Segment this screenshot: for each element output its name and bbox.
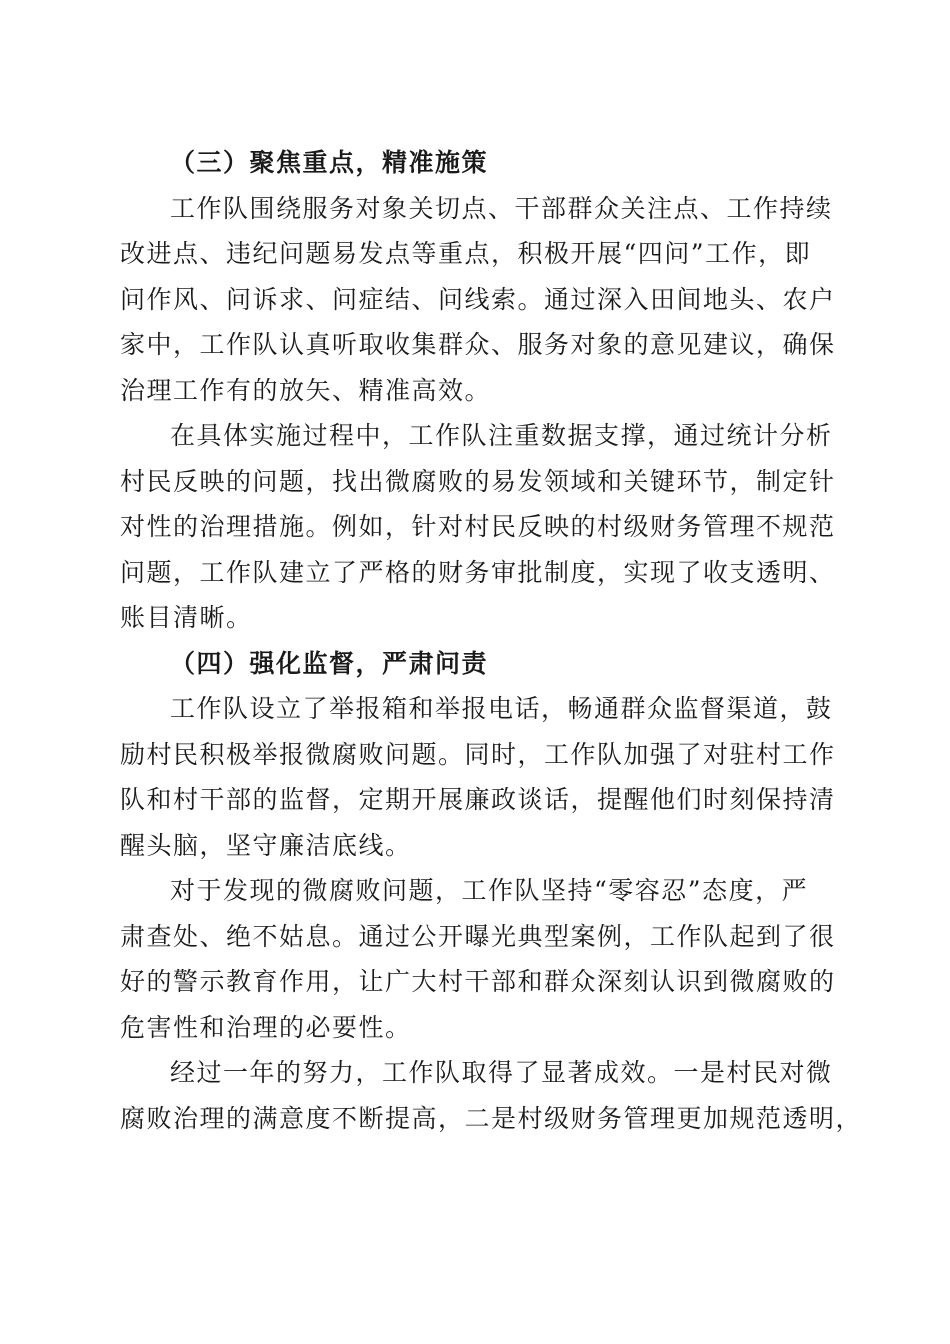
text-line: 对于发现的微腐败问题，工作队坚持“零容忍”态度，严	[170, 876, 809, 905]
text-line: 肃查处、绝不姑息。通过公开曝光典型案例，工作队起到了很	[120, 921, 836, 951]
paragraph	[120, 686, 836, 868]
section-3	[120, 140, 836, 641]
text-line: 工作队设立了举报箱和举报电话，畅通群众监督渠道，鼓	[170, 694, 833, 723]
text-line: 问题，工作队建立了严格的财务审批制度，实现了收支透明、	[120, 557, 836, 587]
paragraph	[120, 186, 836, 414]
text-line: 在具体实施过程中，工作队注重数据支撑，通过统计分析	[170, 421, 833, 450]
text-line: 家中，工作队认真听取收集群众、服务对象的意见建议，确保	[120, 330, 836, 359]
text-line: 工作队围绕服务对象关切点、干部群众关注点、工作持续	[170, 193, 833, 223]
paragraph	[120, 1050, 863, 1141]
document-body	[120, 140, 863, 1141]
section-heading: （三）聚焦重点，精准施策	[170, 148, 489, 177]
text-line: 经过一年的努力，工作队取得了显著成效。一是村民对微	[170, 1058, 833, 1087]
section-4	[120, 641, 863, 1142]
section-heading: （四）强化监督，严肃问责	[170, 648, 489, 678]
text-line: 治理工作有的放矢、精准高效。	[120, 375, 492, 405]
text-line: 对性的治理措施。例如，针对村民反映的村级财务管理不规范	[120, 512, 836, 541]
text-line: 醒头脑，坚守廉洁底线。	[120, 830, 412, 860]
text-line: 改进点、违纪问题易发点等重点，积极开展“四问”工作，即	[120, 239, 812, 268]
text-line: 队和村干部的监督，定期开展廉政谈话，提醒他们时刻保持清	[120, 785, 836, 814]
paragraph	[120, 868, 836, 1050]
text-line: 腐败治理的满意度不断提高，二是村级财务管理更加规范透明，	[120, 1103, 863, 1133]
text-line: 励村民积极举报微腐败问题。同时，工作队加强了对驻村工作	[120, 739, 836, 769]
text-line: 村民反映的问题，找出微腐败的易发领域和关键环节，制定针	[120, 466, 836, 496]
text-line: 问作风、问诉求、问症结、问线索。通过深入田间地头、农户	[120, 284, 836, 314]
text-line: 好的警示教育作用，让广大村干部和群众深刻认识到微腐败的	[120, 967, 836, 996]
paragraph	[120, 413, 836, 641]
text-line: 危害性和治理的必要性。	[120, 1012, 412, 1042]
text-line: 账目清晰。	[120, 603, 253, 632]
